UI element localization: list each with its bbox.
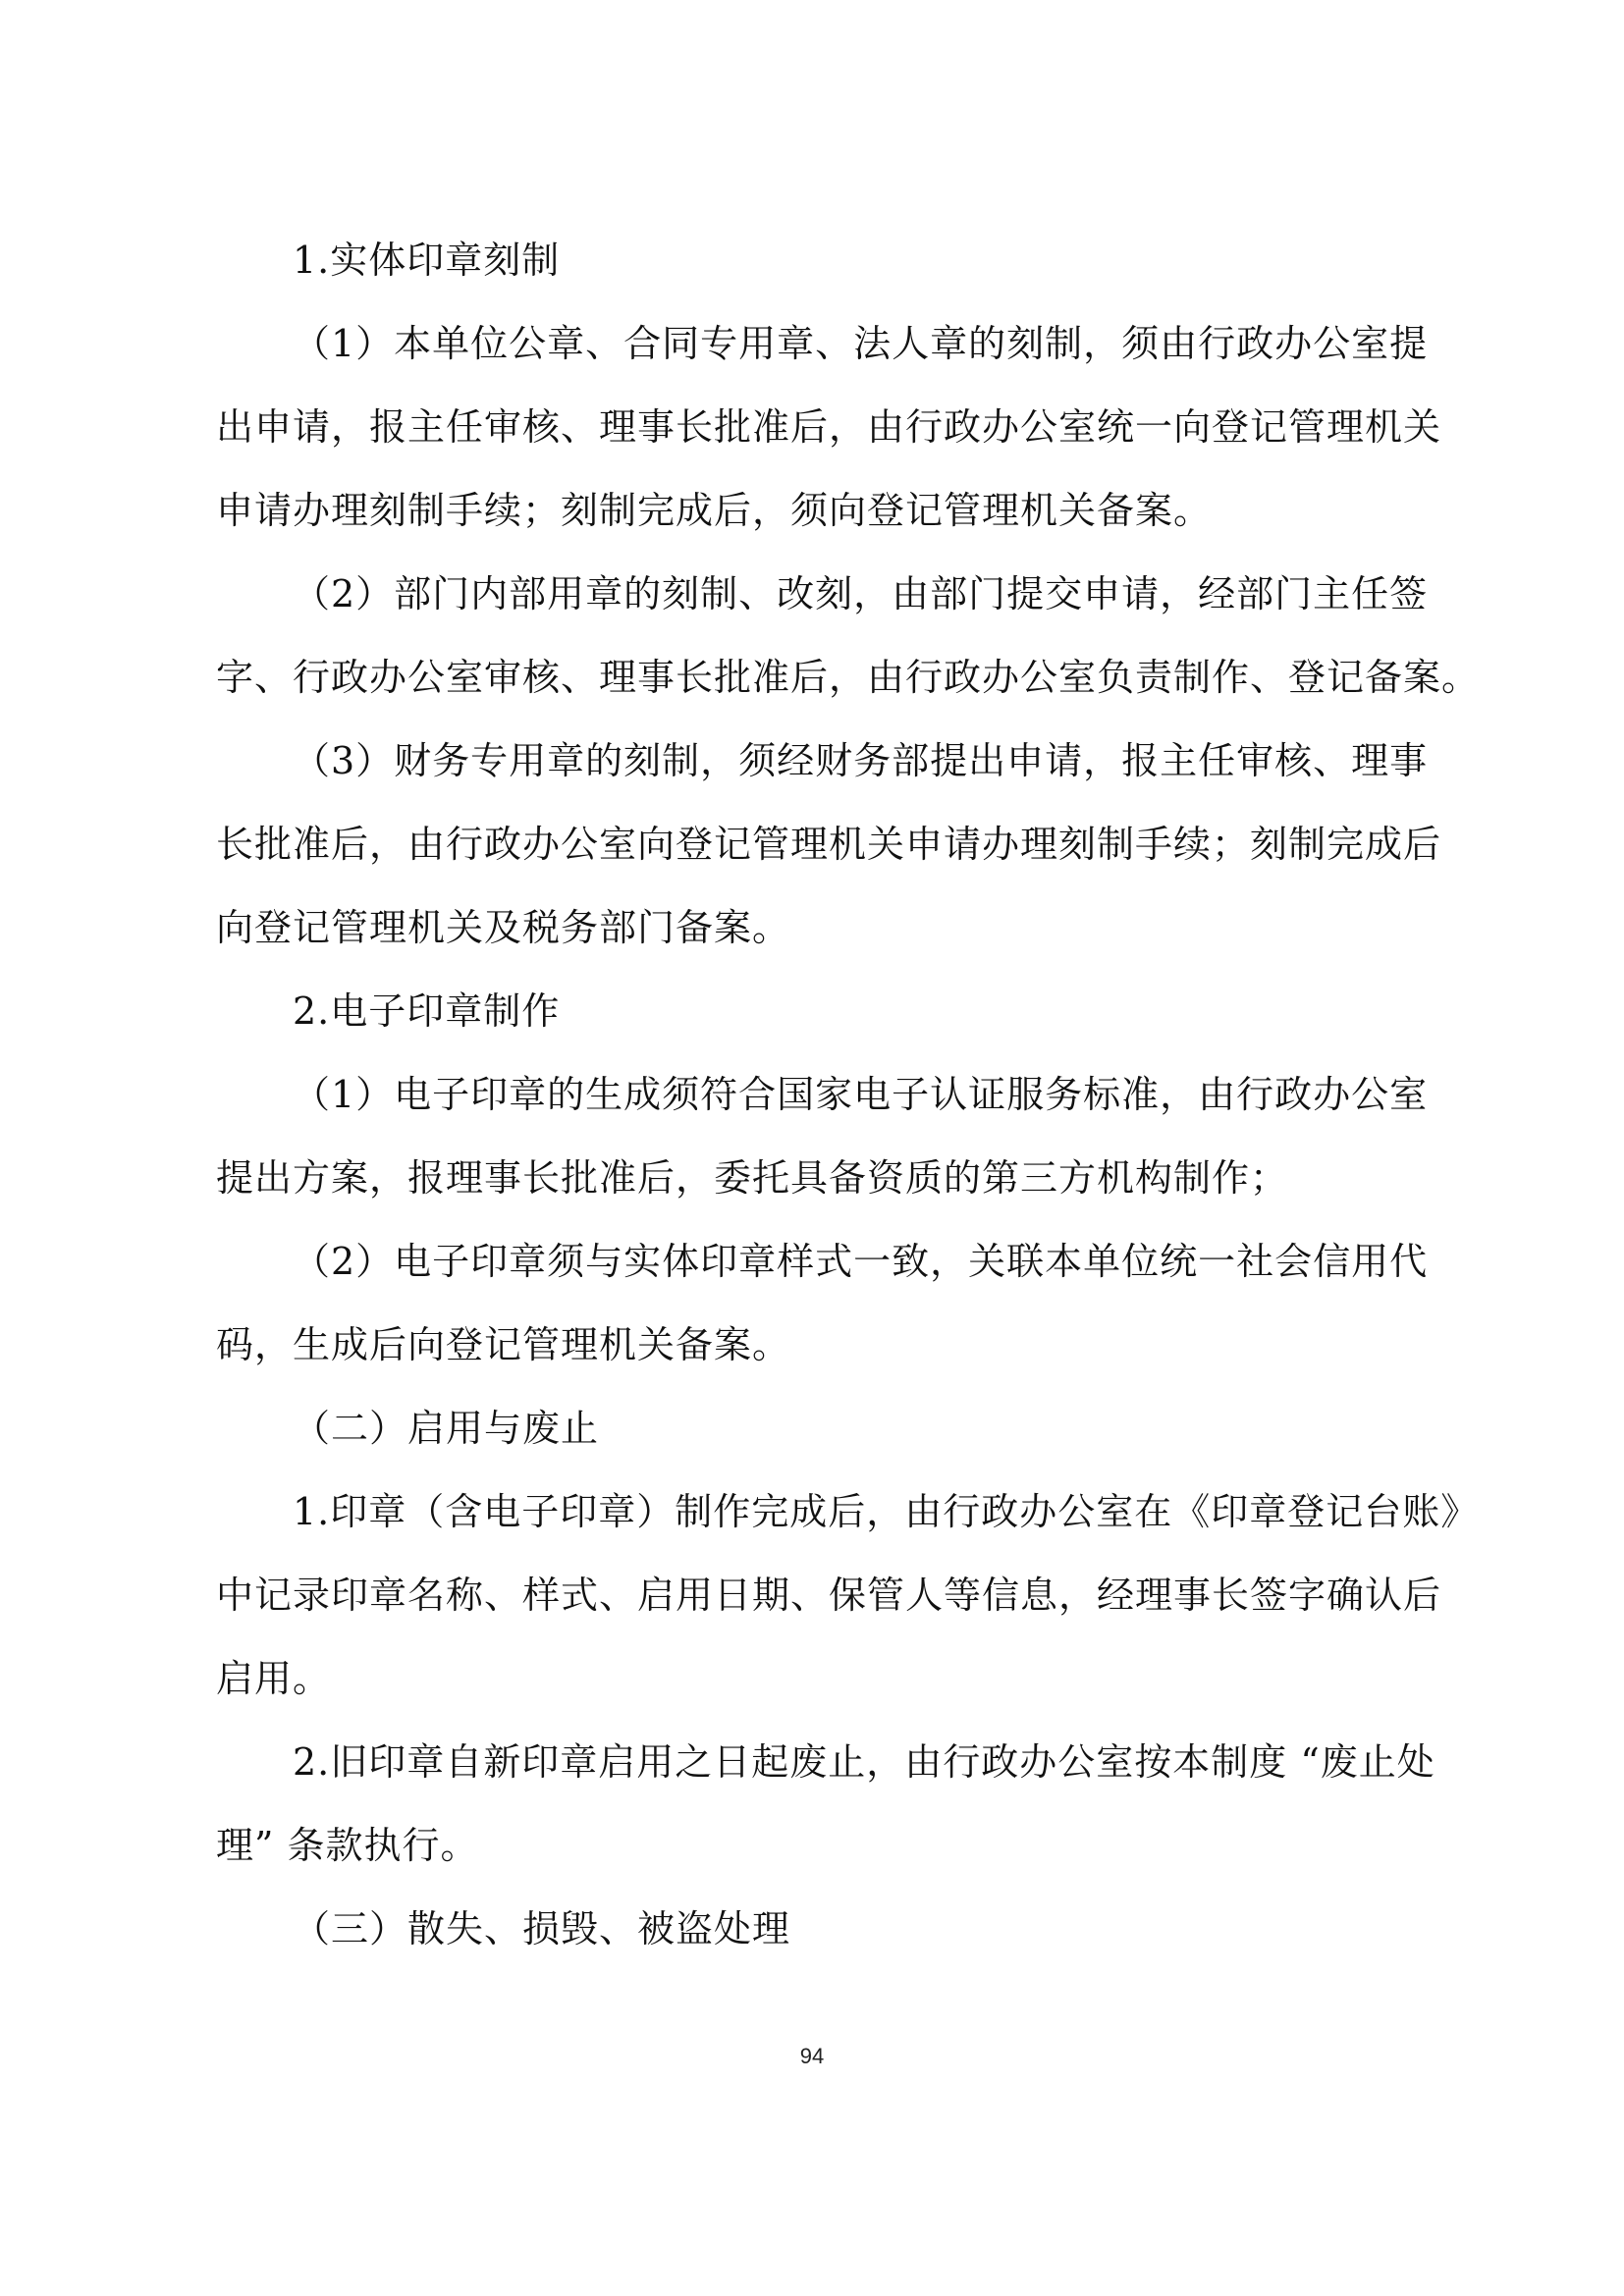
text-line: 申请办理刻制手续；刻制完成后，须向登记管理机关备案。 — [216, 489, 1213, 532]
text-line: （二）启用与废止 — [293, 1407, 600, 1450]
text-line: 1.实体印章刻制 — [293, 239, 561, 282]
paragraph-line — [0, 1065, 1624, 1124]
text-line: 码，生成后向登记管理机关备案。 — [216, 1323, 791, 1366]
paragraph-line — [0, 815, 1624, 874]
text-line: 向登记管理机关及税务部门备案。 — [216, 906, 791, 949]
paragraph-line — [0, 1733, 1624, 1791]
text-line: 出申请，报主任审核、理事长批准后，由行政办公室统一向登记管理机关 — [216, 405, 1442, 449]
paragraph-line — [0, 1816, 1624, 1875]
paragraph-line — [0, 1232, 1624, 1291]
text-line: 长批准后，由行政办公室向登记管理机关申请办理刻制手续；刻制完成后 — [216, 823, 1442, 866]
heading-activation-abolition — [0, 1399, 1624, 1458]
heading-loss-damage-theft — [0, 1899, 1624, 1958]
paragraph-line — [0, 898, 1624, 957]
paragraph-line — [0, 481, 1624, 540]
text-line: （1）本单位公章、合同专用章、法人章的刻制，须由行政办公室提 — [293, 322, 1429, 365]
text-line: 理” 条款执行。 — [216, 1824, 479, 1867]
text-line: （3）财务专用章的刻制，须经财务部提出申请，报主任审核、理事 — [293, 739, 1429, 782]
text-line: （2）电子印章须与实体印章样式一致，关联本单位统一社会信用代 — [293, 1240, 1429, 1283]
paragraph-line — [0, 648, 1624, 707]
paragraph-line — [0, 398, 1624, 456]
text-line: （三）散失、损毁、被盗处理 — [293, 1907, 791, 1950]
paragraph-line — [0, 314, 1624, 373]
paragraph-line — [0, 1315, 1624, 1374]
paragraph-line — [0, 731, 1624, 790]
paragraph-line — [0, 564, 1624, 623]
paragraph-line — [0, 1566, 1624, 1625]
text-line: 1.印章（含电子印章）制作完成后，由行政办公室在《印章登记台账》 — [293, 1490, 1480, 1533]
page-number: 94 — [799, 2044, 825, 2068]
heading-electronic-seal — [0, 982, 1624, 1041]
paragraph-line — [0, 1482, 1624, 1541]
text-line: 提出方案，报理事长批准后，委托具备资质的第三方机构制作； — [216, 1156, 1289, 1200]
text-line: （1）电子印章的生成须符合国家电子认证服务标准，由行政办公室 — [293, 1073, 1429, 1116]
text-line: （2）部门内部用章的刻制、改刻，由部门提交申请，经部门主任签 — [293, 572, 1429, 615]
paragraph-line — [0, 1148, 1624, 1207]
text-line: 2.电子印章制作 — [293, 989, 561, 1033]
text-line: 中记录印章名称、样式、启用日期、保管人等信息，经理事长签字确认后 — [216, 1574, 1442, 1617]
paragraph-line — [0, 1649, 1624, 1708]
text-line: 2.旧印章自新印章启用之日起废止，由行政办公室按本制度 “废止处 — [293, 1740, 1435, 1784]
heading-physical-seal — [0, 231, 1624, 290]
text-line: 字、行政办公室审核、理事长批准后，由行政办公室负责制作、登记备案。 — [216, 656, 1481, 699]
text-line: 启用。 — [216, 1657, 332, 1700]
